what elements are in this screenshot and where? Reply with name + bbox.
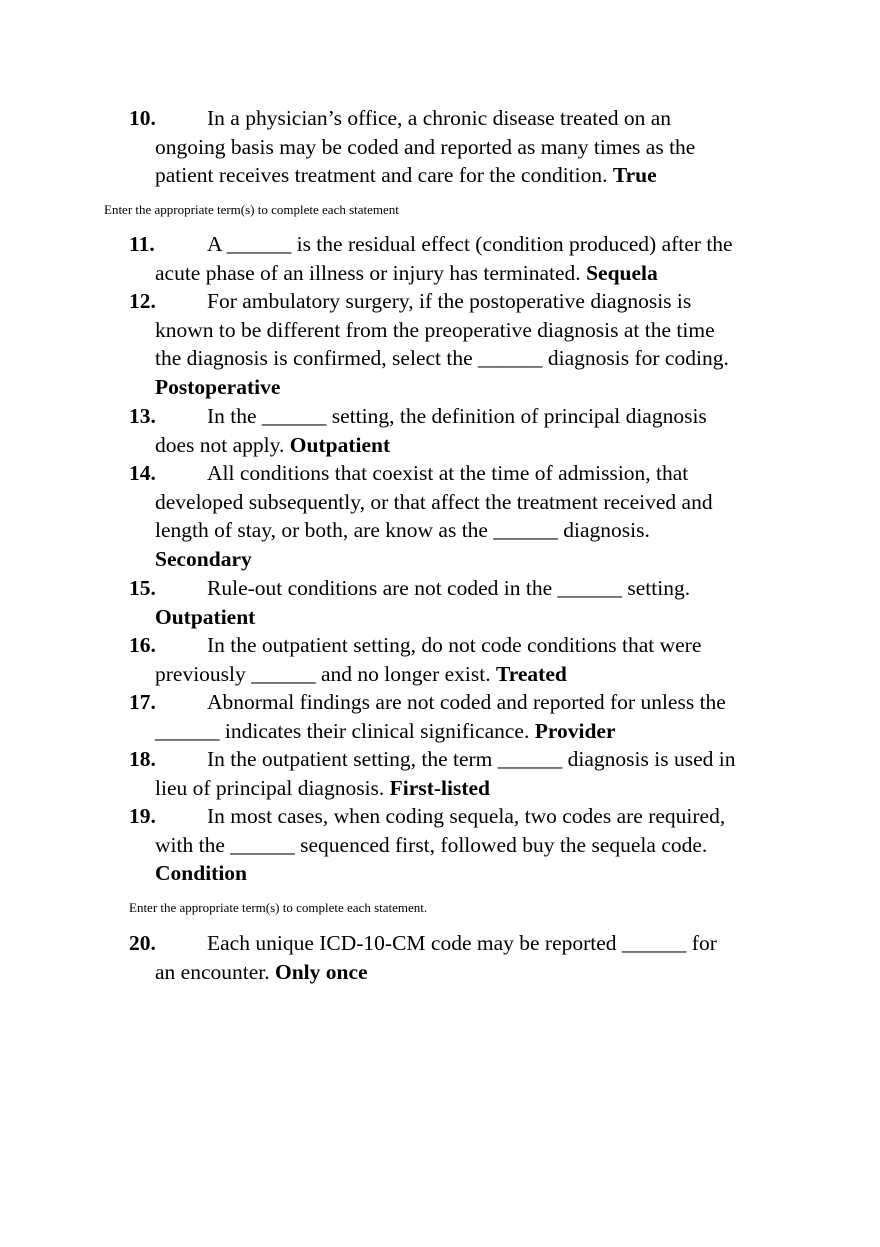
question-line <box>129 958 789 987</box>
question-text: In the outpatient setting, do not code conditions that were <box>207 633 702 657</box>
answer: Treated <box>495 661 567 686</box>
question-10 <box>129 104 789 190</box>
question-12 <box>129 287 789 401</box>
question-text: Abnormal findings are not coded and reported for unless the <box>207 690 726 714</box>
question-text: All conditions that coexist at the time of admission, that <box>207 461 689 485</box>
question-19 <box>129 802 789 888</box>
question-number: 20. <box>129 931 156 955</box>
answer: Postoperative <box>155 374 281 399</box>
instruction-text: Enter the appropriate term(s) to complete each statement. <box>129 900 428 915</box>
question-number: 19. <box>129 804 156 828</box>
answer: Provider <box>534 718 616 743</box>
question-text: an encounter. <box>155 959 270 984</box>
question-number: 10. <box>129 106 156 130</box>
answer: True <box>612 163 657 188</box>
question-number: 12. <box>129 289 156 313</box>
question-text: patient receives treatment and care for the condition. <box>155 163 608 188</box>
answer: Only once <box>275 959 368 984</box>
question-text: length of stay, or both, are know as the ______ diagnosis. <box>155 518 650 543</box>
question-16 <box>129 631 789 688</box>
question-number: 15. <box>129 576 156 600</box>
question-line <box>129 161 789 190</box>
question-line <box>129 259 789 288</box>
question-line <box>129 431 789 460</box>
question-line <box>129 574 789 603</box>
instruction-text: Enter the appropriate term(s) to complete each statement <box>104 202 399 217</box>
question-text: with the ______ sequenced first, followed buy the sequela code. <box>155 832 708 857</box>
answer: Sequela <box>586 260 658 285</box>
question-line <box>129 459 789 488</box>
question-number: 11. <box>129 232 155 256</box>
answer: Outpatient <box>289 432 391 457</box>
question-number: 16. <box>129 633 156 657</box>
question-15 <box>129 574 789 631</box>
question-line <box>129 688 789 717</box>
question-text: For ambulatory surgery, if the postoperative diagnosis is <box>207 289 692 313</box>
question-line <box>129 929 789 958</box>
question-13 <box>129 402 789 459</box>
answer: Condition <box>155 861 248 886</box>
answer: First-listed <box>389 775 490 800</box>
question-line <box>129 631 789 660</box>
question-number: 18. <box>129 747 156 771</box>
question-text: A ______ is the residual effect (condition produced) after the <box>207 232 733 256</box>
question-text: acute phase of an illness or injury has terminated. <box>155 260 581 285</box>
question-text: lieu of principal diagnosis. <box>155 775 385 800</box>
question-number: 17. <box>129 690 156 714</box>
question-20 <box>129 929 789 986</box>
question-18 <box>129 745 789 802</box>
question-text: previously ______ and no longer exist. <box>155 661 491 686</box>
question-text: known to be different from the preoperative diagnosis at the time <box>155 317 715 342</box>
question-text: the diagnosis is confirmed, select the ______ diagnosis for coding. <box>155 346 729 371</box>
question-11 <box>129 230 789 287</box>
question-line <box>129 287 789 316</box>
question-text: In the ______ setting, the definition of principal diagnosis <box>207 404 707 428</box>
question-text: developed subsequently, or that affect the treatment received and <box>155 489 713 514</box>
question-text: Rule-out conditions are not coded in the ______ setting. <box>207 576 691 600</box>
question-text: ongoing basis may be coded and reported as many times as the <box>155 134 696 159</box>
question-text: Each unique ICD-10-CM code may be reported ______ for <box>207 931 717 955</box>
question-line <box>129 802 789 831</box>
answer: Outpatient <box>155 604 256 629</box>
question-text: In the outpatient setting, the term ______ diagnosis is used in <box>207 747 736 771</box>
question-number: 13. <box>129 404 156 428</box>
question-text: In most cases, when coding sequela, two codes are required, <box>207 804 726 828</box>
question-line <box>129 717 789 746</box>
question-line <box>129 774 789 803</box>
question-text: does not apply. <box>155 432 285 457</box>
question-line <box>129 745 789 774</box>
question-text: In a physician’s office, a chronic disease treated on an <box>207 106 672 130</box>
question-17 <box>129 688 789 745</box>
question-number: 14. <box>129 461 156 485</box>
question-line <box>129 402 789 431</box>
answer: Secondary <box>155 546 252 571</box>
question-line <box>129 660 789 689</box>
question-line <box>129 230 789 259</box>
question-line <box>129 104 789 133</box>
question-text: ______ indicates their clinical significance. <box>155 718 530 743</box>
question-14 <box>129 459 789 573</box>
